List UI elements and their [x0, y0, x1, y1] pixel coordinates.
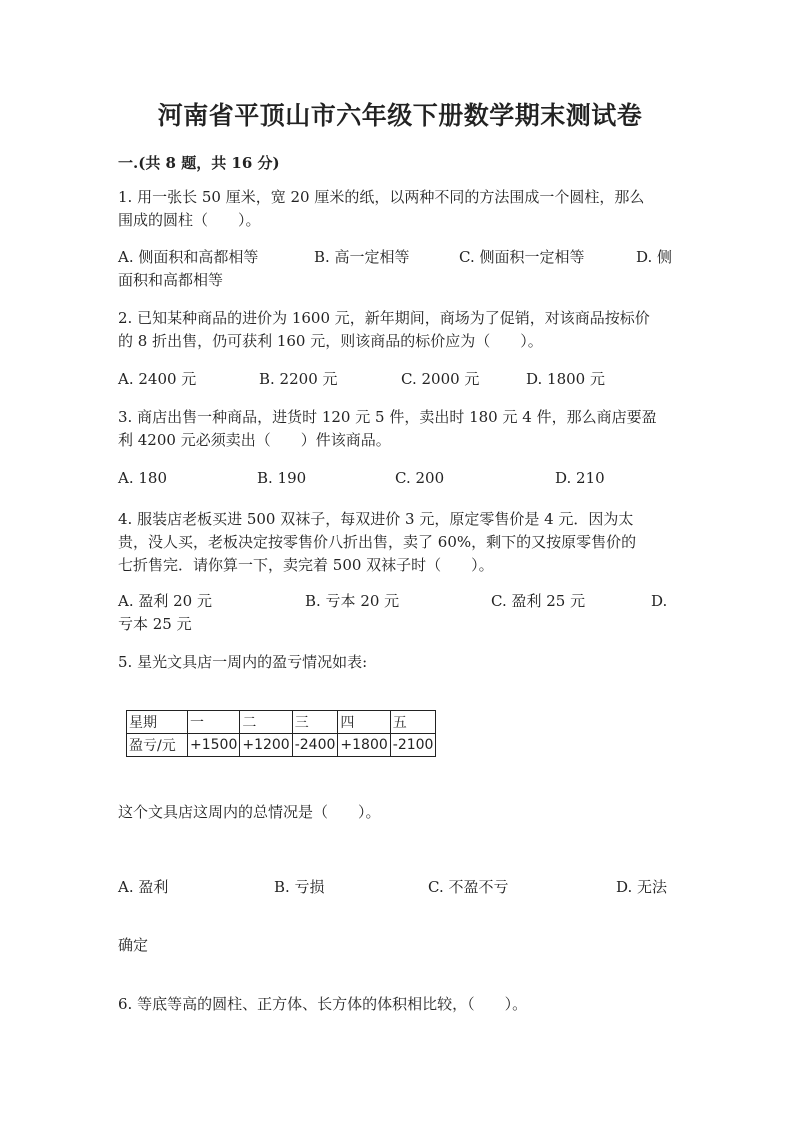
option-b[interactable]: B. 高一定相等: [314, 248, 410, 266]
option-a[interactable]: A. 盈利 20 元: [118, 592, 212, 610]
option-a[interactable]: A. 180: [118, 469, 167, 487]
table-cell: +1500: [188, 734, 240, 757]
page-title: 河南省平顶山市六年级下册数学期末测试卷: [157, 101, 643, 130]
question-6-line-1: 6. 等底等高的圆柱、正方体、长方体的体积相比较，（ ）。: [118, 995, 528, 1013]
option-c[interactable]: C. 盈利 25 元: [491, 592, 586, 610]
option-d[interactable]: D. 侧: [636, 248, 673, 266]
question-3-options: [118, 467, 678, 490]
question-4-line-3: 七折售完．请你算一下，卖完着 500 双袜子时（ ）。: [118, 556, 494, 574]
question-1-options: [118, 246, 678, 269]
table-header-row: [127, 711, 436, 734]
profit-loss-table: [126, 710, 436, 757]
table-cell: 二: [240, 711, 292, 734]
table-cell: 盈亏/元: [127, 734, 188, 757]
option-b[interactable]: B. 2200 元: [259, 370, 338, 388]
question-1-option-wrap: 面积和高都相等: [118, 271, 224, 289]
table-cell: -2100: [390, 734, 436, 757]
option-c[interactable]: C. 2000 元: [401, 370, 480, 388]
option-c[interactable]: C. 侧面积一定相等: [459, 248, 585, 266]
option-a[interactable]: A. 盈利: [118, 878, 169, 896]
question-1-line-2: 围成的圆柱（ ）。: [118, 211, 261, 229]
table-cell: 三: [292, 711, 338, 734]
table-cell: +1200: [240, 734, 292, 757]
option-d[interactable]: D. 1800 元: [526, 370, 605, 388]
table-cell: +1800: [338, 734, 390, 757]
question-2-line-2: 的 8 折出售，仍可获利 160 元，则该商品的标价应为（ ）。: [118, 332, 543, 350]
option-b[interactable]: B. 亏损: [274, 878, 325, 896]
section-heading: 一.(共 8 题，共 16 分): [118, 154, 280, 172]
question-3-line-1: 3. 商店出售一种商品，进货时 120 元 5 件，卖出时 180 元 4 件，那么商店要盈: [118, 408, 657, 426]
question-2-line-1: 2. 已知某种商品的进价为 1600 元，新年期间，商场为了促销，对该商品按标价: [118, 309, 650, 327]
question-4-line-1: 4. 服装店老板买进 500 双袜子，每双进价 3 元，原定零售价是 4 元．因为太: [118, 510, 634, 528]
question-4-options: [118, 590, 678, 613]
option-c[interactable]: C. 200: [395, 469, 445, 487]
question-5-option-wrap: 确定: [118, 936, 149, 954]
question-2-options: [118, 368, 678, 391]
option-d[interactable]: D. 210: [555, 469, 605, 487]
question-1-line-1: 1. 用一张长 50 厘米，宽 20 厘米的纸，以两种不同的方法围成一个圆柱，那么: [118, 188, 645, 206]
table-cell: 星期: [127, 711, 188, 734]
table-cell: 四: [338, 711, 390, 734]
table-cell: 一: [188, 711, 240, 734]
option-a[interactable]: A. 2400 元: [118, 370, 197, 388]
question-3-line-2: 利 4200 元必须卖出（ ）件该商品。: [118, 431, 391, 449]
option-c[interactable]: C. 不盈不亏: [428, 878, 509, 896]
option-b[interactable]: B. 亏本 20 元: [305, 592, 400, 610]
table-row: [127, 734, 436, 757]
table-cell: 五: [390, 711, 436, 734]
question-5-line-1: 5. 星光文具店一周内的盈亏情况如表:: [118, 653, 368, 671]
question-4-line-2: 贵，没人买，老板决定按零售价八折出售，卖了 60%，剩下的又按原零售价的: [118, 533, 637, 551]
table-cell: -2400: [292, 734, 338, 757]
option-a[interactable]: A. 侧面积和高都相等: [118, 248, 259, 266]
option-d[interactable]: D.: [651, 592, 668, 610]
option-b[interactable]: B. 190: [257, 469, 307, 487]
option-d[interactable]: D. 无法: [616, 878, 668, 896]
question-4-option-wrap: 亏本 25 元: [118, 615, 192, 633]
question-5-line-2: 这个文具店这周内的总情况是（ ）。: [118, 803, 381, 821]
question-5-options: [118, 876, 678, 899]
